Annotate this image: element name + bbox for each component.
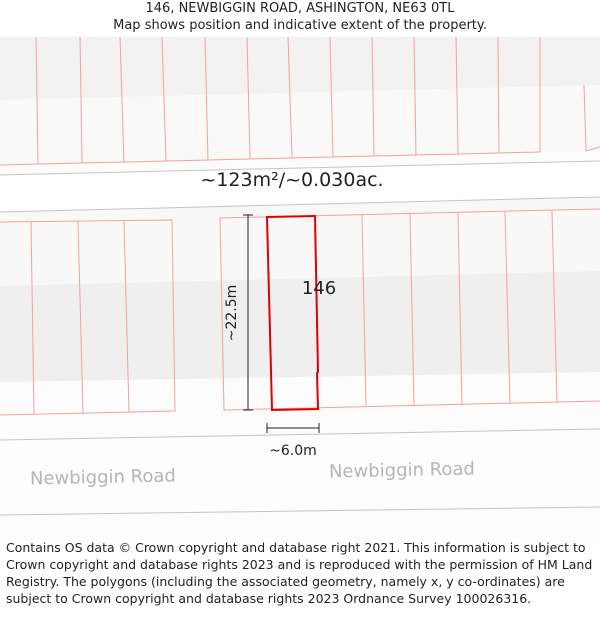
plot-number: 146 bbox=[301, 278, 337, 299]
southern-building-band bbox=[0, 271, 600, 382]
southern-garden-band bbox=[0, 197, 600, 286]
map-subtitle: Map shows position and indicative extent of the property. bbox=[113, 18, 487, 33]
copyright-notice: Contains OS data © Crown copyright and database right 2021. This information is subject to Crown copyright and database rights 2023 and is reproduced with the permission of HM Land Registry. The polygons (including the associated geometry, namely x, y co-ordinates) are subject to Crown copyright and database rights 2023 Ordnance Survey 100026316. bbox=[6, 540, 593, 606]
road-label-left: Newbiggin Road bbox=[29, 465, 177, 490]
width-label: ~6.0m bbox=[269, 443, 317, 459]
map-header bbox=[0, 0, 600, 37]
map-canvas[interactable] bbox=[0, 37, 600, 537]
area-label: ~123m²/~0.030ac. bbox=[200, 169, 384, 191]
road-label-right: Newbiggin Road bbox=[328, 458, 476, 483]
height-label: ~22.5m bbox=[224, 284, 240, 342]
property-map[interactable] bbox=[0, 37, 600, 537]
property-address: 146, NEWBIGGIN ROAD, ASHINGTON, NE63 0TL bbox=[145, 1, 455, 16]
